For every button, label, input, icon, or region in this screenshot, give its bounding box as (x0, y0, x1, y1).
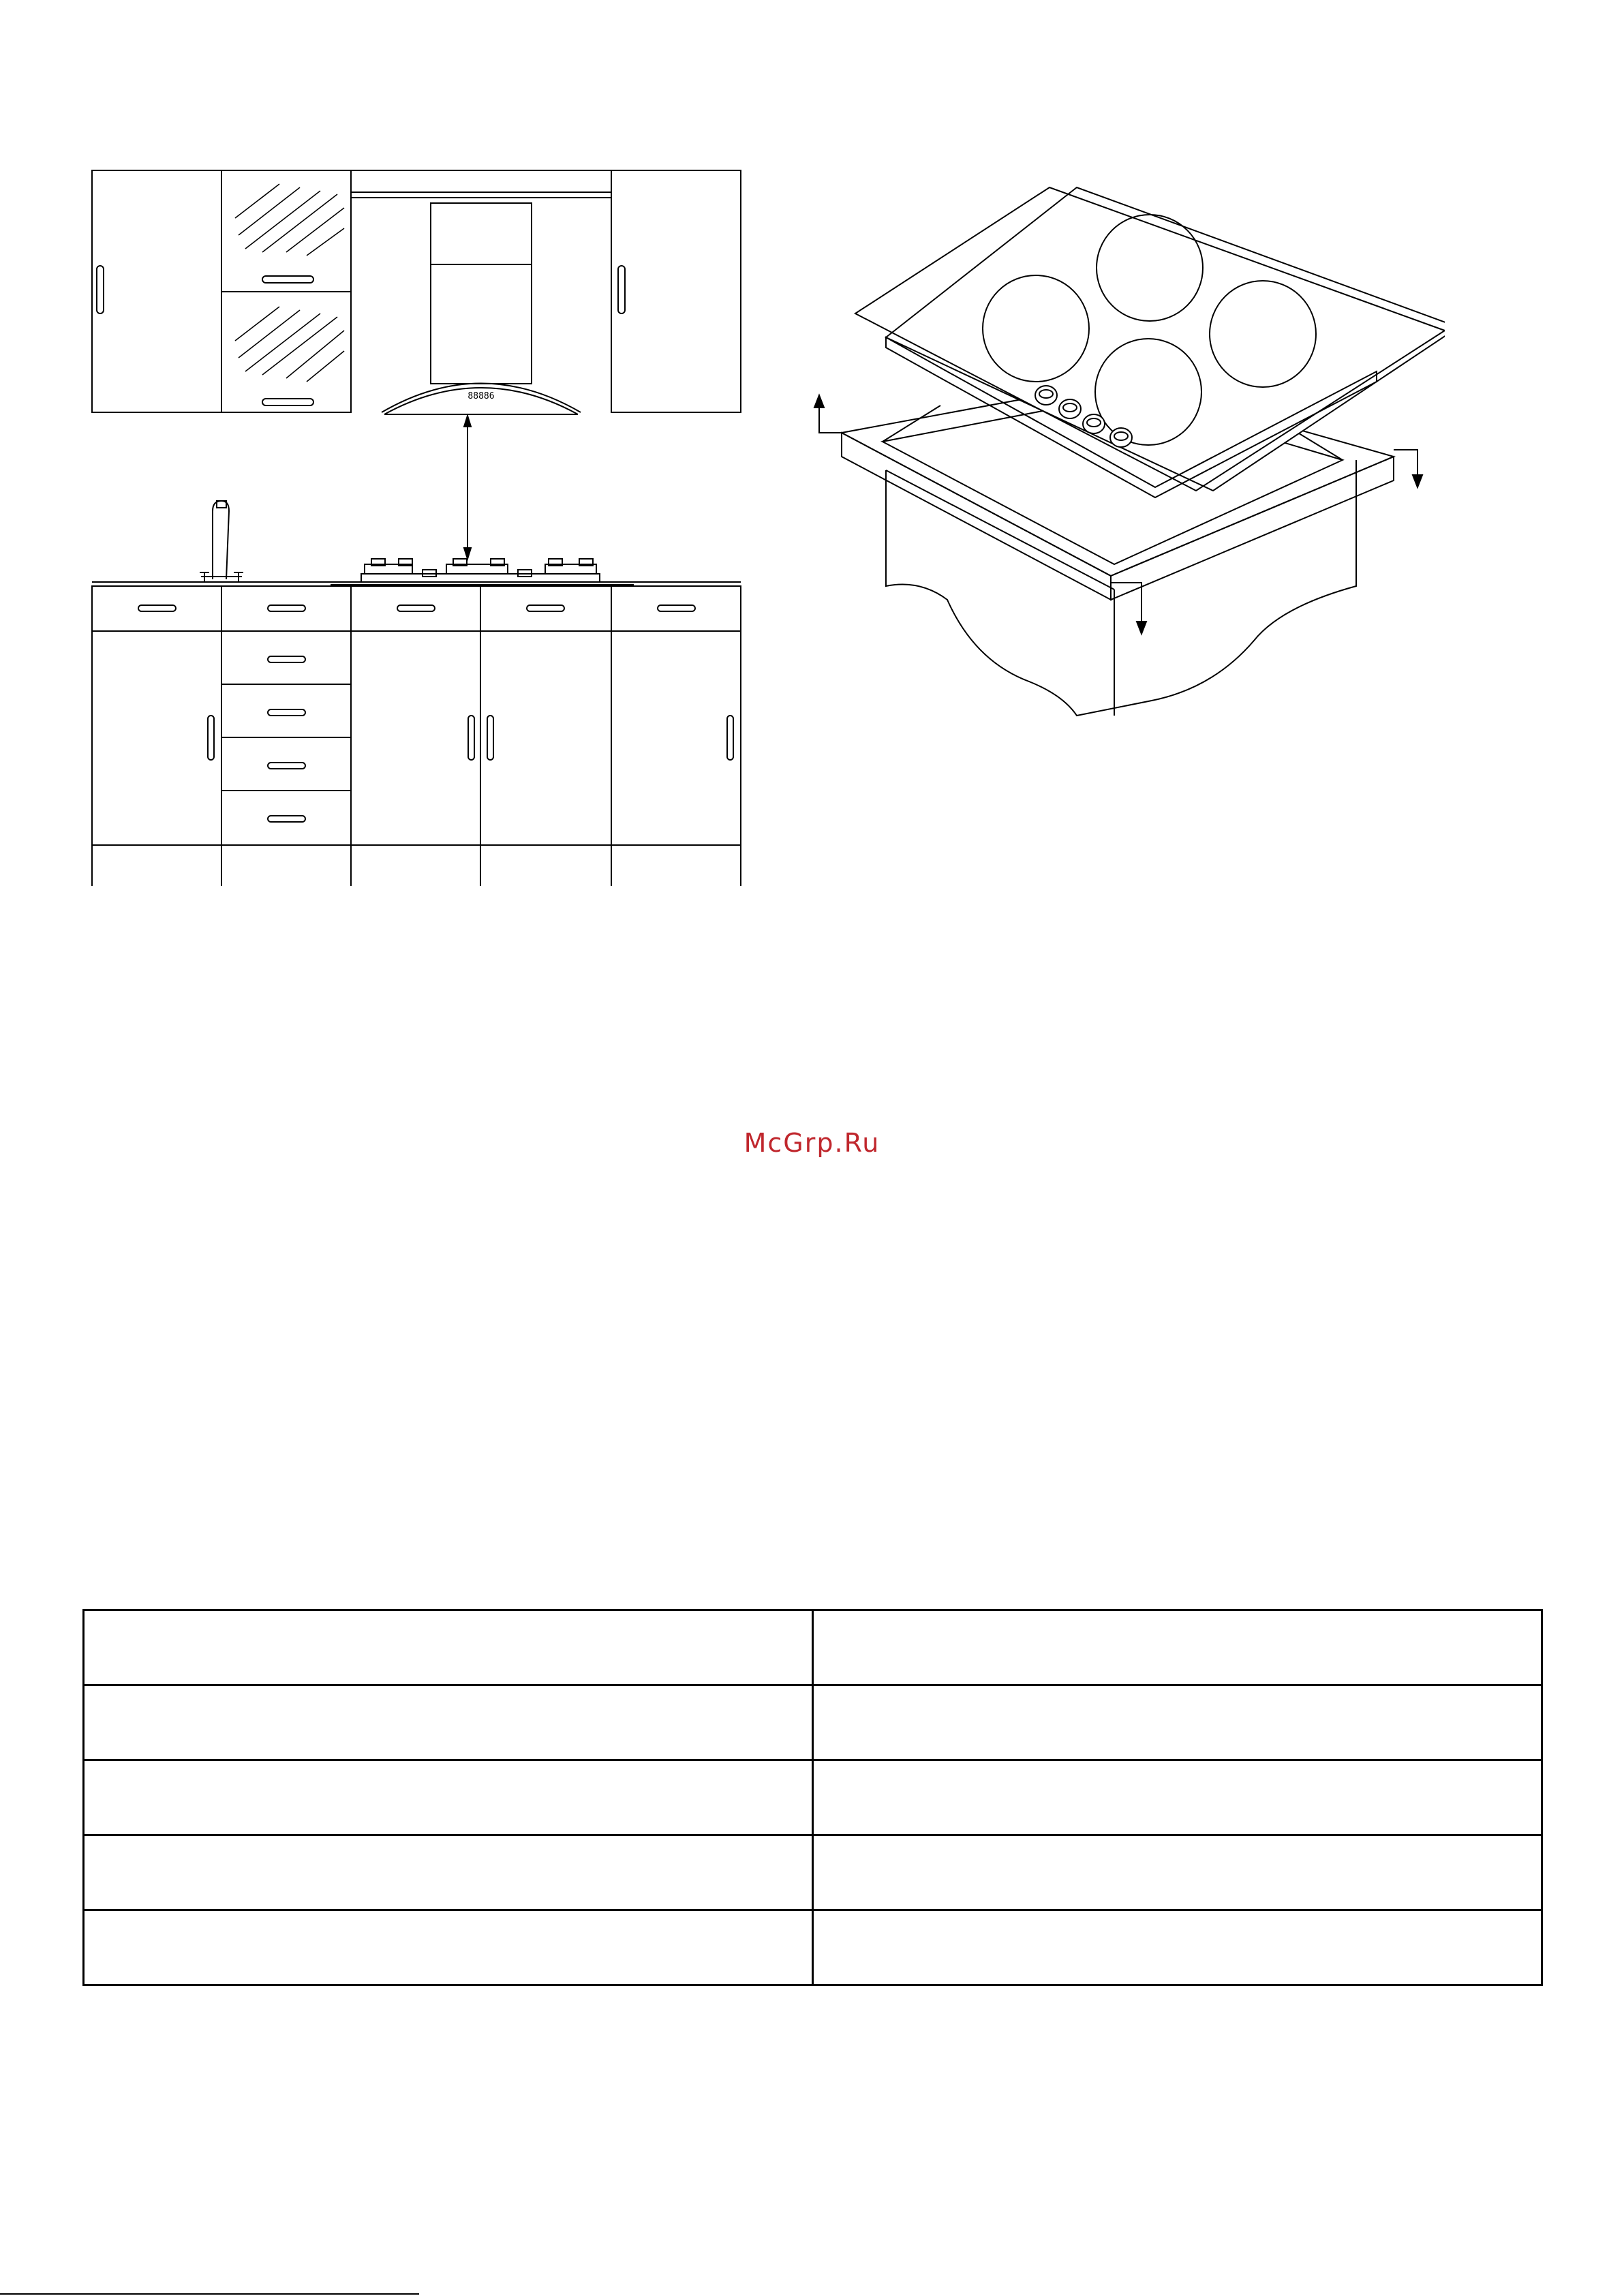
table-cell (813, 1910, 1542, 1985)
table-cell (84, 1685, 813, 1760)
hood-display: 88886 (468, 391, 495, 401)
table-row (84, 1760, 1542, 1835)
hob-glass-plate (855, 187, 1445, 498)
table-row (84, 1910, 1542, 1985)
table-cell (84, 1835, 813, 1910)
table-cell (813, 1835, 1542, 1910)
table-cell (813, 1760, 1542, 1835)
table-cell (84, 1760, 813, 1835)
kitchen-elevation-diagram (82, 157, 763, 886)
hob-installation-diagram (804, 170, 1445, 736)
watermark: McGrp.Ru (744, 1128, 880, 1158)
gas-hob-burners (331, 559, 634, 585)
base-cabinets (92, 582, 741, 886)
table-cell (813, 1610, 1542, 1685)
clearance-arrow (464, 416, 471, 559)
footer-rule (0, 2293, 419, 2295)
table-cell (813, 1685, 1542, 1760)
table-row (84, 1610, 1542, 1685)
table-cell (84, 1910, 813, 1985)
faucet (200, 501, 243, 583)
table-cell (84, 1610, 813, 1685)
table-row (84, 1835, 1542, 1910)
upper-cabinets (92, 170, 741, 412)
cabinet-body (886, 460, 1356, 716)
spec-table (82, 1609, 1543, 1986)
cooker-hood (351, 170, 611, 414)
table-row (84, 1685, 1542, 1760)
